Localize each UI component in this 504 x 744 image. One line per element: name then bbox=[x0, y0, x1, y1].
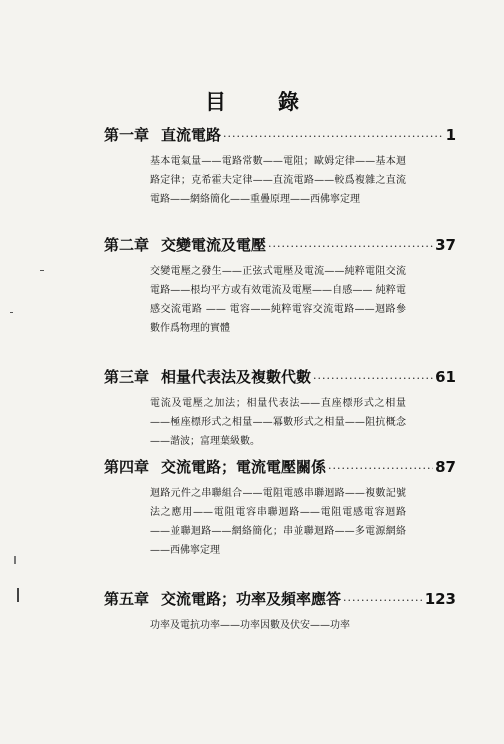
chapter-page-number: 87 bbox=[435, 458, 456, 476]
chapter-5[interactable] bbox=[104, 588, 456, 635]
chapter-number: 第四章 bbox=[104, 458, 150, 476]
chapter-4[interactable] bbox=[104, 456, 456, 560]
chapter-title: 直流電路 bbox=[161, 126, 222, 144]
chapter-title: 交變電流及電壓 bbox=[161, 236, 267, 254]
title-char-2: 錄 bbox=[278, 89, 299, 114]
chapter-heading[interactable] bbox=[104, 366, 456, 388]
dot-leader bbox=[343, 590, 423, 612]
dot-leader bbox=[268, 236, 433, 258]
chapter-number: 第三章 bbox=[104, 368, 150, 386]
scan-speck bbox=[10, 312, 13, 313]
chapter-summary: 電流及電壓之加法；相量代表法——直座標形式之相量——極座標形式之相量——冪數形式之相量——阻抗概念——諧波；富理葉級數。 bbox=[150, 398, 406, 447]
scan-speck bbox=[14, 556, 16, 564]
chapter-title: 交流電路；電流電壓關係 bbox=[161, 458, 327, 476]
dot-leader bbox=[328, 458, 433, 480]
chapter-summary: 交變電壓之發生——正弦式電壓及電流——純粹電阻交流電路——根均平方或有效電流及電壓——自感—— 純粹電感交流電路 —— 電容——純粹電容交流電路——迴路參數作爲物理的實體 bbox=[150, 266, 406, 334]
chapter-number: 第一章 bbox=[104, 126, 150, 144]
dot-leader bbox=[313, 368, 433, 390]
chapter-heading[interactable] bbox=[104, 234, 456, 256]
chapter-3[interactable] bbox=[104, 366, 456, 451]
chapter-page-number: 61 bbox=[435, 368, 456, 386]
chapter-summary: 功率及電抗功率——功率因數及伏安——功率 bbox=[150, 620, 350, 631]
page-title bbox=[0, 86, 504, 116]
title-char-1: 目 bbox=[205, 89, 226, 114]
scan-speck bbox=[17, 588, 19, 602]
chapter-page-number: 1 bbox=[445, 126, 456, 144]
chapter-2[interactable] bbox=[104, 234, 456, 338]
chapter-summary: 基本電氣量——電路常數——電阻；歐姆定律——基本迴路定律；克希霍夫定律——直流電路——較爲複雜之直流電路——網絡簡化——重疊原理——西佛寧定理 bbox=[150, 156, 406, 205]
chapter-number: 第二章 bbox=[104, 236, 150, 254]
chapter-number: 第五章 bbox=[104, 590, 150, 608]
dot-leader bbox=[223, 126, 444, 148]
chapter-heading[interactable] bbox=[104, 456, 456, 478]
chapter-heading[interactable] bbox=[104, 124, 456, 146]
chapter-page-number: 123 bbox=[424, 590, 456, 608]
chapter-title: 相量代表法及複數代數 bbox=[161, 368, 312, 386]
scan-speck bbox=[40, 270, 44, 271]
chapter-1[interactable] bbox=[104, 124, 456, 209]
chapter-summary: 迴路元件之串聯組合——電阻電感串聯迴路——複數記號法之應用——電阻電容串聯迴路——電阻電感電容迴路——並聯迴路——網絡簡化；串並聯迴路——多電源網絡——西佛寧定理 bbox=[150, 488, 406, 556]
chapter-title: 交流電路；功率及頻率應答 bbox=[161, 590, 342, 608]
chapter-page-number: 37 bbox=[435, 236, 456, 254]
chapter-heading[interactable] bbox=[104, 588, 456, 610]
